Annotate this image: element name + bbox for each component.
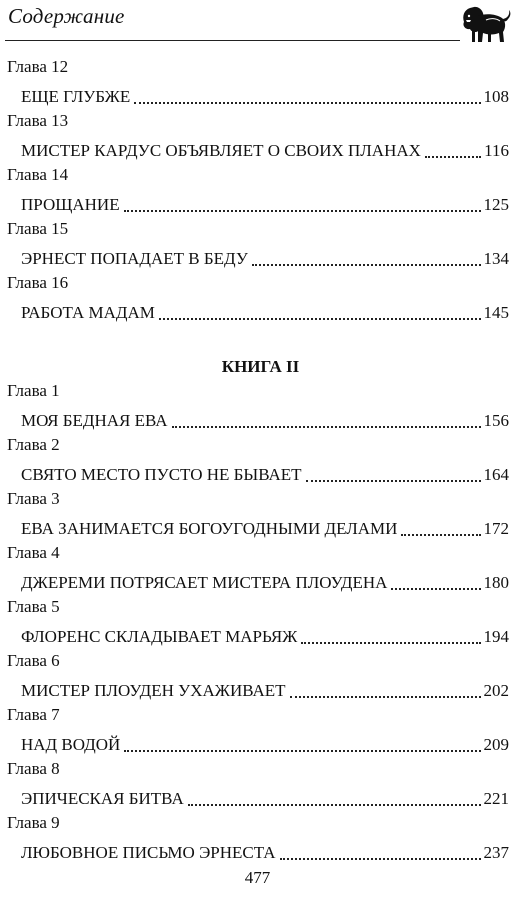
chapter-label: Глава 4 [7, 543, 60, 562]
chapter-title: СВЯТО МЕСТО ПУСТО НЕ БЫВАЕТ [21, 465, 302, 484]
chapter-title: ДЖЕРЕМИ ПОТРЯСАЕТ МИСТЕРА ПЛОУДЕНА [21, 573, 388, 592]
dot-leader [280, 858, 481, 860]
page-ref: 202 [483, 681, 509, 700]
dot-leader [134, 102, 480, 104]
dot-leader [124, 210, 481, 212]
chapter-label: Глава 5 [7, 597, 60, 616]
running-head [0, 0, 515, 48]
dot-leader [159, 318, 481, 320]
dot-leader [188, 804, 481, 806]
page-ref: 134 [483, 249, 509, 268]
chapter-title: МОЯ БЕДНАЯ ЕВА [21, 411, 168, 430]
chapter-title: ЭПИЧЕСКАЯ БИТВА [21, 789, 184, 808]
header-rule [5, 40, 460, 41]
table-of-contents [0, 54, 515, 864]
chapter-label: Глава 3 [7, 489, 60, 508]
page-ref: 180 [483, 573, 509, 592]
toc-entry[interactable] [0, 674, 515, 702]
chapter-title: ЭРНЕСТ ПОПАДАЕТ В БЕДУ [21, 249, 248, 268]
chapter-title: ФЛОРЕНС СКЛАДЫВАЕТ МАРЬЯЖ [21, 627, 298, 646]
chapter-label: Глава 8 [7, 759, 60, 778]
chapter-label: Глава 15 [7, 219, 69, 238]
page-ref: 125 [483, 195, 509, 214]
toc-entry[interactable] [0, 80, 515, 108]
dot-leader [306, 480, 481, 482]
running-title: Содержание [8, 4, 125, 28]
page-ref: 172 [483, 519, 509, 538]
chapter-label: Глава 16 [7, 273, 69, 292]
book-heading: КНИГА II [221, 357, 300, 376]
chapter-label: Глава 9 [7, 813, 60, 832]
chapter-label: Глава 13 [7, 111, 69, 130]
chapter-title: МИСТЕР ПЛОУДЕН УХАЖИВАЕТ [21, 681, 286, 700]
chapter-label: Глава 1 [7, 381, 60, 400]
dot-leader [124, 750, 480, 752]
dot-leader [172, 426, 481, 428]
toc-entry[interactable] [0, 728, 515, 756]
toc-entry[interactable] [0, 512, 515, 540]
chapter-title: ЛЮБОВНОЕ ПИСЬМО ЭРНЕСТА [21, 843, 276, 862]
toc-entry[interactable] [0, 296, 515, 324]
page-ref: 156 [483, 411, 509, 430]
toc-entry[interactable] [0, 134, 515, 162]
toc-entry[interactable] [0, 782, 515, 810]
toc-entry[interactable] [0, 188, 515, 216]
page-ref: 108 [483, 87, 509, 106]
chapter-title: РАБОТА МАДАМ [21, 303, 155, 322]
dot-leader [290, 696, 481, 698]
toc-entry[interactable] [0, 458, 515, 486]
dot-leader [252, 264, 481, 266]
chapter-title: МИСТЕР КАРДУС ОБЪЯВЛЯЕТ О СВОИХ ПЛАНАХ [21, 141, 421, 160]
page-ref: 237 [483, 843, 509, 862]
page-ref: 145 [483, 303, 509, 322]
page-ref: 164 [483, 465, 509, 484]
dot-leader [301, 642, 480, 644]
chapter-label: Глава 7 [7, 705, 60, 724]
lion-icon [458, 2, 512, 46]
page-ref: 194 [483, 627, 509, 646]
toc-entry[interactable] [0, 242, 515, 270]
page-number: 477 [244, 868, 271, 887]
dot-leader [401, 534, 480, 536]
toc-entry[interactable] [0, 404, 515, 432]
page-ref: 209 [483, 735, 509, 754]
chapter-label: Глава 14 [7, 165, 69, 184]
toc-entry[interactable] [0, 620, 515, 648]
chapter-title: НАД ВОДОЙ [21, 735, 121, 754]
chapter-label: Глава 2 [7, 435, 60, 454]
chapter-label: Глава 6 [7, 651, 60, 670]
chapter-title: ЕВА ЗАНИМАЕТСЯ БОГОУГОДНЫМИ ДЕЛАМИ [21, 519, 398, 538]
dot-leader [425, 156, 481, 158]
page-ref: 116 [484, 141, 509, 160]
chapter-title: ЕЩЕ ГЛУБЖЕ [21, 87, 131, 106]
toc-entry[interactable] [0, 836, 515, 864]
toc-entry[interactable] [0, 566, 515, 594]
dot-leader [391, 588, 480, 590]
chapter-label: Глава 12 [7, 57, 69, 76]
chapter-title: ПРОЩАНИЕ [21, 195, 120, 214]
page-ref: 221 [483, 789, 509, 808]
